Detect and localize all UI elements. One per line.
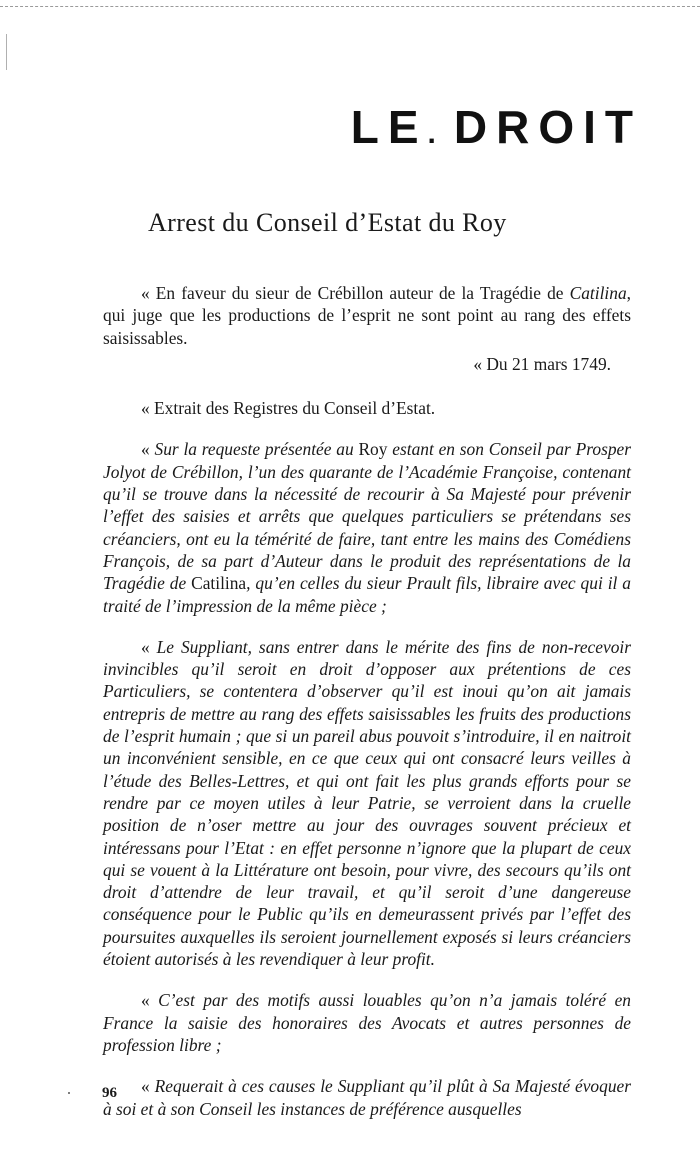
- quote-mark: «: [141, 990, 159, 1011]
- intro-play-title: Catilina: [569, 283, 627, 303]
- paragraph-request: [103, 438, 631, 616]
- intro-text-rest: , qui juge que les productions de l’esprit ne sont point au rang des effets saisissables.: [103, 283, 631, 348]
- suppliant-text: Le Suppliant, sans entrer dans le mérite des fins de non-recevoir invincibles qu’il seroit en droit d’opposer aux prétentions de ces Particuliers, se contentera d’observer qu’il est inoui qu’on ait jamais entrepris de mettre au rang des effets saisissables les fruits des productions de l’esprit humain ; que si un pareil abus pouvoit s’introduire, il en naitroit un inconvénient sensible, en ce que ceux qui ont consacré leurs veilles à l’étude des Belles-Lettres, et qui ont fait les plus grands efforts pour se rendre par ce moyen utiles à leur Patrie, se verroient dans la cruelle position de n’oser mettre au jour des ouvrages souvent précieux et intéressans pour l’Etat : en effet personne n’ignore que la plupart de ceux qui se vouent à la Littérature ont besoin, pour vivre, des secours qu’ils ont droit d’attendre de leur travail, et qu’il seroit d’une dangereuse conséquence pour le Public qu’ils en demeurassent privés par l’effet des poursuites auxquelles ils seroient journellement exposés si leurs créanciers étoient autorisés à les revendiquer à leur profit.: [103, 636, 631, 970]
- request-play-title: Catilina: [191, 573, 247, 594]
- requerait-text: Requerait à ces causes le Suppliant qu’il plût à Sa Majesté évoquer à soi et à son Conseil les instances de préférence ausquelles: [103, 1076, 632, 1119]
- request-text-a: Sur la requeste présentée au: [154, 439, 359, 460]
- request-text-roy: Roy: [358, 439, 388, 460]
- quote-mark: «: [141, 439, 155, 460]
- document-body: [103, 282, 631, 1120]
- paragraph-motifs: [103, 989, 631, 1056]
- paragraph-extract: « Extrait des Registres du Conseil d’Estat.: [141, 398, 436, 419]
- top-border-rule: [0, 6, 700, 7]
- quote-mark: «: [141, 1076, 155, 1097]
- paragraph-requerait: [103, 1075, 631, 1120]
- request-text-b: estant en son Conseil par Prosper Jolyot de Crébillon, l’un des quarante de l’Académie Françoise, contenant qu’il se trouve dans la nécessité de recourir à Sa Majesté pour prévenir l’effet des saisies et arrêts que quelques particuliers se prétendans ses créanciers, ont eu la témérité de faire, tant entre les mains des Comédiens François, de sa part d’Auteur dans le produit des représentations de la Tragédie de: [103, 439, 632, 594]
- document-subtitle: Arrest du Conseil d’Estat du Roy: [148, 208, 507, 237]
- left-margin-rule: [6, 34, 7, 70]
- chapter-heading: [350, 101, 642, 153]
- page-number: 96: [102, 1085, 117, 1101]
- intro-text: « En faveur du sieur de Crébillon auteur de la Tragédie de: [141, 283, 564, 303]
- heading-word-le: LE: [350, 101, 428, 153]
- margin-mark: [68, 1092, 70, 1094]
- paragraph-intro: [103, 282, 631, 349]
- heading-separator: .: [427, 117, 454, 150]
- paragraph-suppliant: [103, 636, 631, 970]
- quote-mark: «: [141, 636, 157, 657]
- motifs-text: C’est par des motifs aussi louables qu’on n’a jamais toléré en France la saisie des honoraires des Avocats et autres personnes de profession libre ;: [103, 990, 631, 1055]
- heading-word-droit: DROIT: [453, 101, 642, 153]
- request-text-c: , qu’en celles du sieur Prault fils, libraire avec qui il a traité de l’impression de la même pièce ;: [103, 573, 631, 616]
- decree-date: « Du 21 mars 1749.: [473, 353, 611, 374]
